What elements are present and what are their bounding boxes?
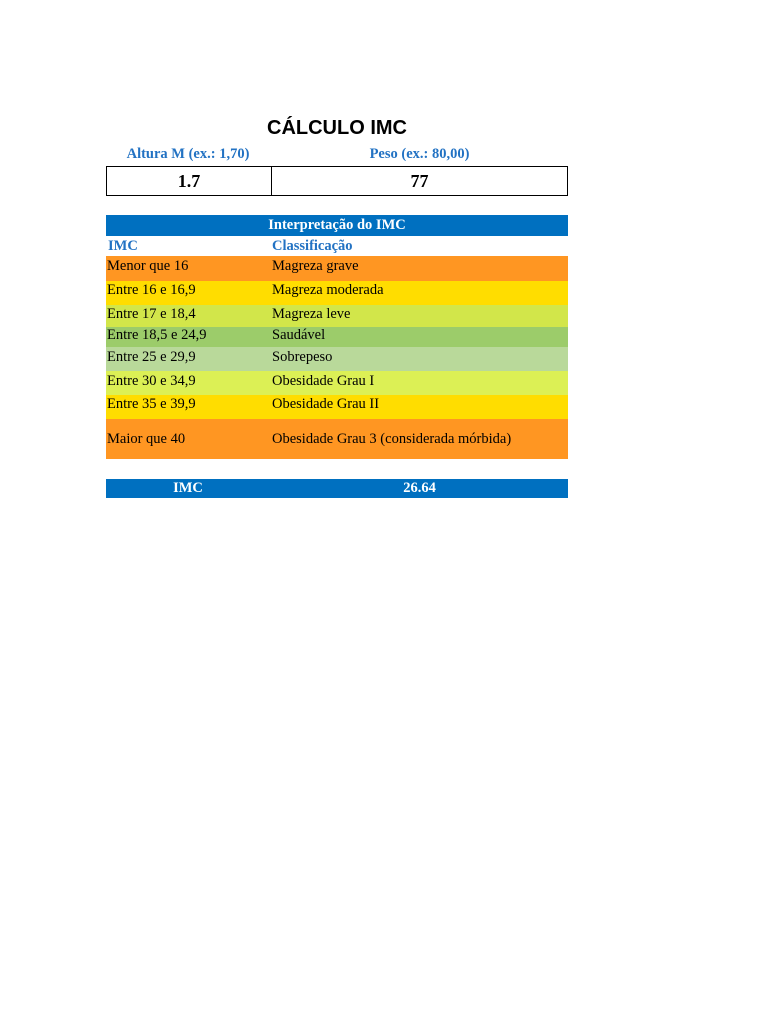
- interpretation-header: Interpretação do IMC: [106, 215, 568, 236]
- imc-classification: Obesidade Grau 3 (considerada mórbida): [272, 431, 512, 447]
- imc-classification: Saudável: [272, 327, 326, 343]
- weight-input[interactable]: 77: [271, 166, 568, 196]
- imc-classification: Magreza moderada: [272, 282, 384, 298]
- classification-row: [106, 395, 568, 419]
- imc-result-bar: [106, 479, 568, 498]
- classification-row: [106, 305, 568, 327]
- imc-classification: Magreza leve: [272, 306, 351, 322]
- imc-range: Entre 17 e 18,4: [107, 306, 196, 322]
- column-headers: [106, 236, 568, 256]
- height-label: Altura M (ex.: 1,70): [126, 146, 250, 162]
- classification-row: [106, 347, 568, 371]
- classification-row: [106, 256, 568, 281]
- classification-row: [106, 371, 568, 395]
- height-input[interactable]: 1.7: [106, 166, 272, 196]
- imc-range: Entre 16 e 16,9: [107, 282, 196, 298]
- column-header-classification: Classificação: [272, 238, 353, 254]
- classification-rows: [106, 256, 568, 459]
- interpretation-table: [106, 215, 568, 459]
- imc-classification: Obesidade Grau II: [272, 396, 380, 412]
- classification-row: [106, 327, 568, 347]
- imc-classification: Sobrepeso: [272, 349, 333, 365]
- page-title: CÁLCULO IMC: [267, 117, 407, 139]
- weight-label: Peso (ex.: 80,00): [369, 146, 470, 162]
- imc-range: Entre 25 e 29,9: [107, 349, 196, 365]
- imc-range: Entre 35 e 39,9: [107, 396, 196, 412]
- classification-row: [106, 281, 568, 305]
- classification-row: [106, 419, 568, 459]
- imc-range: Menor que 16: [107, 258, 189, 274]
- imc-range: Entre 30 e 34,9: [107, 373, 196, 389]
- imc-result-label: IMC: [173, 480, 203, 496]
- column-header-imc: IMC: [108, 238, 138, 254]
- imc-range: Maior que 40: [107, 431, 186, 447]
- imc-range: Entre 18,5 e 24,9: [107, 327, 207, 343]
- imc-classification: Obesidade Grau I: [272, 373, 375, 389]
- imc-result-value: 26.64: [403, 480, 436, 496]
- imc-classification: Magreza grave: [272, 258, 359, 274]
